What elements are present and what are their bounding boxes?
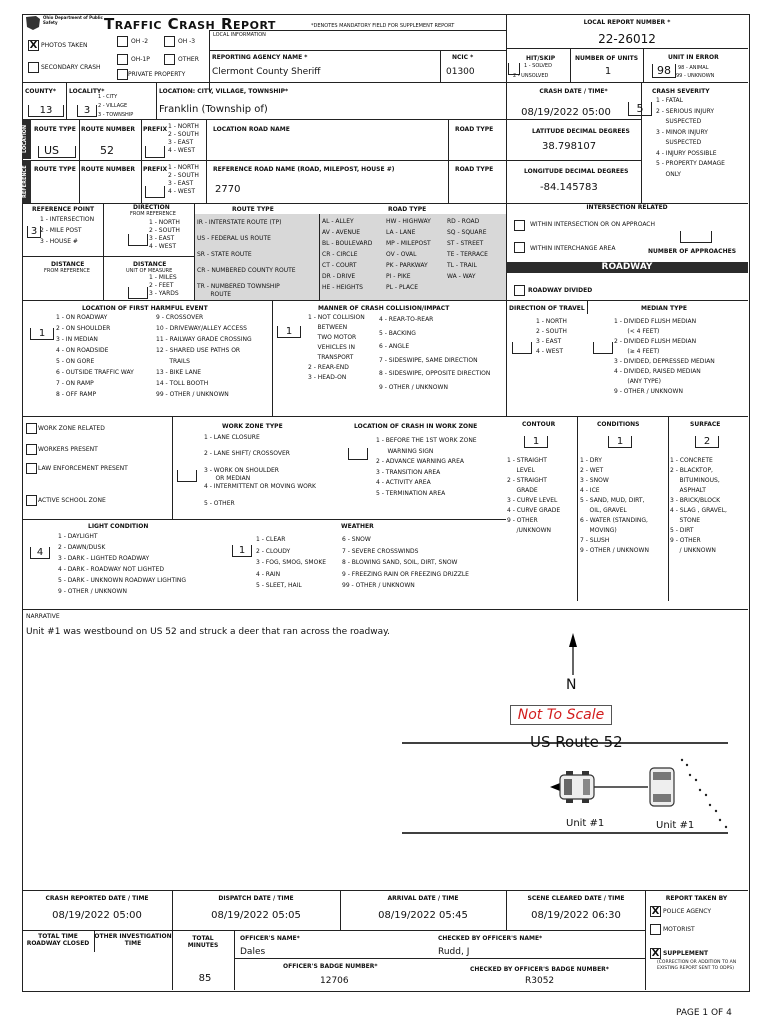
loc-prefix-label: PREFIX	[143, 126, 168, 133]
unit-error-opt1: 98 - ANIMAL	[678, 65, 709, 71]
badge-value: 12706	[320, 976, 349, 986]
latitude-label: LATITUDE DECIMAL DEGREES	[532, 128, 630, 135]
unit-right-label: Unit #1	[656, 820, 695, 831]
surface-label: SURFACE	[690, 421, 721, 428]
location-side-label: LOCATION	[22, 119, 31, 159]
private-property-checkbox[interactable]	[117, 69, 128, 80]
local-report-number-label: LOCAL REPORT NUMBER *	[583, 19, 671, 26]
ref-road-name-label: REFERENCE ROAD NAME (ROAD, MILEPOST, HOUSE #)	[213, 166, 395, 173]
oh2-checkbox[interactable]	[117, 36, 128, 47]
intersection-label: INTERSECTION RELATED	[586, 204, 668, 211]
unit-error-opt2: 99 - UNKNOWN	[676, 73, 715, 79]
total-time-label: TOTAL TIME ROADWAY CLOSED	[26, 933, 90, 947]
light-condition-options: 1 - DAYLIGHT 2 - DAWN/DUSK 3 - DARK - LIGHTED ROADWAY 4 - DARK - ROADWAY NOT LIGHTED 5 - DARK - UNKNOWN ROADWAY LIGHTING 9 - OTHER / UNKNOWN	[58, 533, 187, 595]
agency-label: REPORTING AGENCY NAME *	[212, 54, 308, 61]
severity-label: CRASH SEVERITY	[652, 88, 710, 95]
harmful-event-col2: 9 - CROSSOVER 10 - DRIVEWAY/ALLEY ACCESS 11 - RAILWAY GRADE CROSSING 12 - SHARED USE PATHS OR TRAILS 13 - BIKE LANE 14 - TOLL BOOTH 99 - OTHER / UNKNOWN	[156, 314, 252, 398]
light-condition-value: 4	[30, 547, 50, 559]
other-time-label: OTHER INVESTIGATION TIME	[94, 933, 172, 947]
ref-point-label: REFERENCE POINT	[32, 206, 95, 213]
manner-value: 1	[277, 326, 301, 338]
within-intersection-checkbox[interactable]	[514, 220, 525, 231]
longitude-value: -84.145783	[540, 182, 598, 193]
work-zone-type-box[interactable]	[177, 470, 197, 482]
ref-prefix-options: 1 - NORTH 2 - SOUTH 3 - EAST 4 - WEST	[168, 164, 199, 195]
agency-value: Clermont County Sheriff	[212, 67, 321, 77]
local-report-number: 22-26012	[598, 32, 656, 46]
law-enforcement-label: LAW ENFORCEMENT PRESENT	[38, 465, 128, 472]
approaches-box[interactable]	[680, 231, 712, 243]
weather-col1: 1 - CLEAR 2 - CLOUDY 3 - FOG, SMOG, SMOKE 4 - RAIN 5 - SLEET, HAIL	[256, 536, 327, 589]
oh1p-label: OH-1P	[131, 56, 150, 63]
conditions-value: 1	[608, 436, 632, 448]
supplement-note: (CORRECTION OR ADDITION TO AN EXISTING REPORT SENT TO ODPS)	[657, 960, 737, 971]
severity-options: 1 - FATAL 2 - SERIOUS INJURY SUSPECTED 3 - MINOR INJURY SUSPECTED 4 - INJURY POSSIBLE 5 - PROPERTY DAMAGE ONLY	[656, 97, 725, 178]
loc-route-type-label: ROUTE TYPE	[34, 126, 76, 133]
work-zone-type-options: 1 - LANE CLOSURE 2 - LANE SHIFT/ CROSSOVER 3 - WORK ON SHOULDER OR MEDIAN 4 - INTERMITTENT OR MOVING WORK 5 - OTHER	[204, 434, 316, 507]
vehicle-left	[560, 771, 594, 803]
weather-value: 1	[232, 545, 252, 557]
supplement-checkbox[interactable]: X	[651, 948, 660, 959]
unit-error-value: 98	[652, 64, 676, 78]
locality-value: 3	[77, 105, 97, 117]
photos-taken-label: PHOTOS TAKEN	[41, 42, 88, 49]
hit-skip-label: HIT/SKIP	[526, 55, 556, 62]
motorist-label: MOTORIST	[663, 926, 695, 933]
dispatch-value: 08/19/2022 05:05	[211, 910, 301, 921]
manner-col1: 1 - NOT COLLISION BETWEEN TWO MOTOR VEHICLES IN TRANSPORT 2 - REAR-END 3 - HEAD-ON	[308, 314, 365, 381]
route-type-table-label: ROUTE TYPE	[232, 206, 274, 213]
report-title: Traffic Crash Report	[104, 15, 276, 33]
arrival-value: 08/19/2022 05:45	[378, 910, 468, 921]
contour-value: 1	[524, 436, 548, 448]
other-checkbox[interactable]	[164, 54, 175, 65]
location-value: Franklin (Township of)	[159, 104, 268, 115]
ref-route-type-label: ROUTE TYPE	[34, 166, 76, 173]
latitude-value: 38.798107	[542, 141, 597, 152]
ref-road-name: 2770	[215, 184, 241, 195]
hit-skip-opt2: 2 - UNSOLVED	[513, 73, 549, 79]
ref-prefix-box[interactable]	[145, 186, 165, 198]
north-label: N	[566, 677, 577, 693]
cleared-value: 08/19/2022 06:30	[531, 910, 621, 921]
checked-by-name: Rudd, J	[438, 947, 470, 957]
not-to-scale-label: Not To Scale	[510, 705, 612, 725]
crash-date-label: CRASH DATE / TIME*	[539, 88, 608, 95]
loc-road-type-label: ROAD TYPE	[455, 126, 494, 133]
county-label: COUNTY*	[25, 88, 56, 95]
local-info-label: LOCAL INFORMATION	[213, 32, 266, 38]
police-agency-label: POLICE AGENCY	[663, 908, 712, 915]
dist-unit-options: 1 - MILES 2 - FEET 3 - YARDS	[149, 274, 179, 297]
loc-road-name-label: LOCATION ROAD NAME	[213, 126, 290, 133]
direction-travel-label: DIRECTION OF TRAVEL	[509, 305, 585, 312]
county-value: 13	[28, 105, 64, 117]
work-zone-location-label: LOCATION OF CRASH IN WORK ZONE	[354, 423, 478, 430]
units-value: 1	[604, 66, 612, 77]
distance-label: DISTANCE	[51, 261, 85, 268]
crash-diagram	[380, 615, 750, 885]
units-label: NUMBER OF UNITS	[575, 55, 639, 62]
total-minutes-label: TOTAL MINUTES	[187, 935, 219, 949]
checked-by-label: CHECKED BY OFFICER'S NAME*	[438, 935, 543, 942]
report-taken-label: REPORT TAKEN BY	[665, 895, 728, 902]
loc-route-number-label: ROUTE NUMBER	[81, 126, 136, 133]
checked-badge-value: R3052	[525, 976, 555, 986]
route-type-list: IR - INTERSTATE ROUTE (TP) US - FEDERAL US ROUTE SR - STATE ROUTE CR - NUMBERED COUNTY ROUTE TR - NUMBERED TOWNSHIP ROUTE	[197, 219, 296, 298]
dist-unit-label: DISTANCE	[133, 261, 167, 268]
dispatch-label: DISPATCH DATE / TIME	[218, 895, 294, 902]
vehicle-right	[650, 768, 674, 806]
distance-sub: FROM REFERENCE	[44, 268, 90, 274]
ncic-label: NCIC *	[452, 54, 474, 61]
direction-travel-options: 1 - NORTH 2 - SOUTH 3 - EAST 4 - WEST	[536, 318, 567, 355]
unit-error-label: UNIT IN ERROR	[668, 54, 719, 61]
motorist-checkbox[interactable]	[650, 924, 661, 935]
ref-prefix-label: PREFIX	[143, 166, 168, 173]
north-arrow-head	[569, 633, 577, 647]
median-options: 1 - DIVIDED FLUSH MEDIAN (< 4 FEET) 2 - DIVIDED FLUSH MEDIAN (≥ 4 FEET) 3 - DIVIDED, DEPRESSED MEDIAN 4 - DIVIDED, RAISED MEDIAN (ANY TYPE) 9 - OTHER / UNKNOWN	[614, 318, 715, 395]
checked-badge-label: CHECKED BY OFFICER'S BADGE NUMBER*	[470, 966, 609, 973]
dist-unit-box[interactable]	[128, 287, 148, 299]
officer-name: Dales	[240, 947, 266, 957]
weather-label: WEATHER	[341, 523, 374, 530]
private-property-label: PRIVATE PROPERTY	[128, 71, 186, 78]
loc-route-type: US	[44, 144, 60, 157]
work-zone-location-box[interactable]	[348, 448, 368, 460]
surface-options: 1 - CONCRETE 2 - BLACKTOP, BITUMINOUS, ASPHALT 3 - BRICK/BLOCK 4 - SLAG , GRAVEL, STONE 5 - DIRT 9 - OTHER / UNKNOWN	[670, 457, 727, 554]
road-type-col3: RD - ROAD SQ - SQUARE ST - STREET TE - TERRACE TL - TRAIL WA - WAY	[447, 218, 488, 280]
narrative-label: NARRATIVE	[26, 613, 60, 620]
oh3-checkbox[interactable]	[164, 36, 175, 47]
loc-prefix-options: 1 - NORTH 2 - SOUTH 3 - EAST 4 - WEST	[168, 123, 199, 154]
arrival-label: ARRIVAL DATE / TIME	[387, 895, 459, 902]
location-label: LOCATION: CITY, VILLAGE, TOWNSHIP*	[159, 88, 289, 95]
direction-box[interactable]	[128, 234, 148, 246]
work-zone-related-checkbox[interactable]	[26, 423, 37, 434]
page-number: PAGE 1 OF 4	[676, 1008, 732, 1018]
locality-opt2: 2 - VILLAGE	[98, 103, 128, 109]
photos-taken-checkbox[interactable]: X	[29, 40, 38, 51]
conditions-options: 1 - DRY 2 - WET 3 - SNOW 4 - ICE 5 - SAND, MUD, DIRT, OIL, GRAVEL 6 - WATER (STANDING, MOVING) 7 - SLUSH 9 - OTHER / UNKNOWN	[580, 457, 649, 554]
dist-unit-sub: UNIT OF MEASURE	[126, 268, 173, 274]
longitude-label: LONGITUDE DECIMAL DEGREES	[524, 168, 629, 175]
within-interchange-label: WITHIN INTERCHANGE AREA	[530, 245, 616, 252]
direction-travel-box[interactable]	[512, 342, 532, 354]
contour-label: CONTOUR	[522, 421, 556, 428]
conditions-label: CONDITIONS	[597, 421, 640, 428]
work-zone-location-options: 1 - BEFORE THE 1ST WORK ZONE WARNING SIGN 2 - ADVANCE WARNING AREA 3 - TRANSITION AREA 4 - ACTIVITY AREA 5 - TERMINATION AREA	[376, 437, 477, 497]
weather-col2: 6 - SNOW 7 - SEVERE CROSSWINDS 8 - BLOWING SAND, SOIL, DIRT, SNOW 9 - FREEZING RAIN OR FREEZING DRIZZLE 99 - OTHER / UNKNOWN	[342, 536, 469, 589]
reported-label: CRASH REPORTED DATE / TIME	[45, 895, 149, 902]
unit-left-label: Unit #1	[566, 818, 605, 829]
within-interchange-checkbox[interactable]	[514, 242, 525, 253]
light-condition-label: LIGHT CONDITION	[88, 523, 149, 530]
harmful-event-col1: 1 - ON ROADWAY 2 - ON SHOULDER 3 - IN MEDIAN 4 - ON ROADSIDE 5 - ON GORE 6 - OUTSIDE TRAFFIC WAY 7 - ON RAMP 8 - OFF RAMP	[56, 314, 134, 398]
road-type-col2: HW - HIGHWAY LA - LANE MP - MILEPOST OV - OVAL PK - PARKWAY PI - PIKE PL - PLACE	[386, 218, 431, 291]
work-zone-related-label: WORK ZONE RELATED	[38, 425, 105, 432]
harmful-event-value: 1	[30, 328, 54, 340]
loc-route-number: 52	[100, 144, 114, 157]
crash-date-value: 08/19/2022 05:00	[521, 107, 611, 118]
badge-label: OFFICER'S BADGE NUMBER*	[283, 963, 378, 970]
loc-route-type-box	[38, 146, 76, 158]
other-label: OTHER	[178, 56, 199, 63]
roadway-header: ROADWAY	[506, 262, 748, 273]
roadway-divided-checkbox[interactable]	[514, 285, 525, 296]
road-type-table-label: ROAD TYPE	[388, 206, 427, 213]
secondary-crash-checkbox[interactable]	[28, 62, 39, 73]
roadway-divided-label: ROADWAY DIVIDED	[528, 287, 593, 294]
school-zone-label: ACTIVE SCHOOL ZONE	[38, 497, 106, 504]
hit-skip-opt1: 1 - SOLVED	[524, 63, 552, 69]
travel-direction-arrow	[550, 783, 560, 791]
oh2-label: OH -2	[131, 38, 149, 45]
ref-road-type-label: ROAD TYPE	[455, 166, 494, 173]
ref-point-options: 1 - INTERSECTION 2 - MILE POST 3 - HOUSE #	[40, 216, 95, 245]
loc-prefix-box[interactable]	[145, 146, 165, 158]
ref-point-value: 3	[27, 226, 41, 238]
deer-tracks-icon	[681, 759, 727, 828]
supplement-label: SUPPLEMENT	[663, 950, 709, 957]
within-intersection-label: WITHIN INTERSECTION OR ON APPROACH	[530, 221, 656, 228]
contour-options: 1 - STRAIGHT LEVEL 2 - STRAIGHT GRADE 3 - CURVE LEVEL 4 - CURVE GRADE 9 - OTHER /UNKNOWN	[507, 457, 561, 534]
direction-label: DIRECTION	[133, 204, 170, 211]
median-label: MEDIAN TYPE	[641, 305, 687, 312]
total-minutes-value: 85	[198, 973, 212, 984]
agency-logo-text: Ohio Department of Public Safety	[43, 15, 103, 25]
narrative-text: Unit #1 was westbound on US 52 and struck a deer that ran across the roadway.	[26, 627, 391, 637]
police-agency-checkbox[interactable]: X	[651, 906, 660, 917]
ncic-value: 01300	[446, 67, 475, 77]
ref-route-number-label: ROUTE NUMBER	[81, 166, 136, 173]
oh1p-checkbox[interactable]	[117, 54, 128, 65]
hit-skip-code[interactable]	[508, 63, 520, 75]
route-label: US Route 52	[530, 733, 623, 751]
manner-label: MANNER OF CRASH COLLISION/IMPACT	[318, 305, 450, 312]
cleared-label: SCENE CLEARED DATE / TIME	[527, 895, 625, 902]
road-type-col1: AL - ALLEY AV - AVENUE BL - BOULEVARD CR - CIRCLE CT - COURT DR - DRIVE HE - HEIGHTS	[322, 218, 373, 291]
law-enforcement-checkbox[interactable]	[26, 463, 37, 474]
reported-value: 08/19/2022 05:00	[52, 910, 142, 921]
mandatory-note: *DENOTES MANDATORY FIELD FOR SUPPLEMENT REPORT	[311, 23, 455, 29]
direction-options: 1 - NORTH 2 - SOUTH 3 - EAST 4 - WEST	[149, 219, 180, 250]
workers-present-label: WORKERS PRESENT	[38, 446, 98, 453]
harmful-event-label: LOCATION OF FIRST HARMFUL EVENT	[82, 305, 208, 312]
secondary-crash-label: SECONDARY CRASH	[41, 64, 101, 71]
ohio-dps-logo	[24, 14, 104, 32]
reference-side-label: REFERENCE	[22, 160, 31, 203]
oh3-label: OH -3	[178, 38, 196, 45]
median-box[interactable]	[593, 342, 613, 354]
ohio-state-icon	[24, 15, 42, 31]
approaches-label: NUMBER OF APPROACHES	[648, 248, 737, 255]
direction-sub: FROM REFERENCE	[130, 211, 176, 217]
surface-value: 2	[695, 436, 719, 448]
severity-value: 5	[628, 102, 652, 116]
locality-label: LOCALITY*	[69, 88, 105, 95]
work-zone-type-label: WORK ZONE TYPE	[222, 423, 283, 430]
locality-opt3: 3 - TOWNSHIP	[98, 112, 134, 118]
officer-name-label: OFFICER'S NAME*	[240, 935, 300, 942]
workers-present-checkbox[interactable]	[26, 444, 37, 455]
locality-opt1: 1 - CITY	[98, 94, 118, 100]
school-zone-checkbox[interactable]	[26, 495, 37, 506]
manner-col2: 4 - REAR-TO-REAR 5 - BACKING 6 - ANGLE 7 - SIDESWIPE, SAME DIRECTION 8 - SIDESWIPE, OPPOSITE DIRECTION 9 - OTHER / UNKNOWN	[379, 316, 491, 391]
